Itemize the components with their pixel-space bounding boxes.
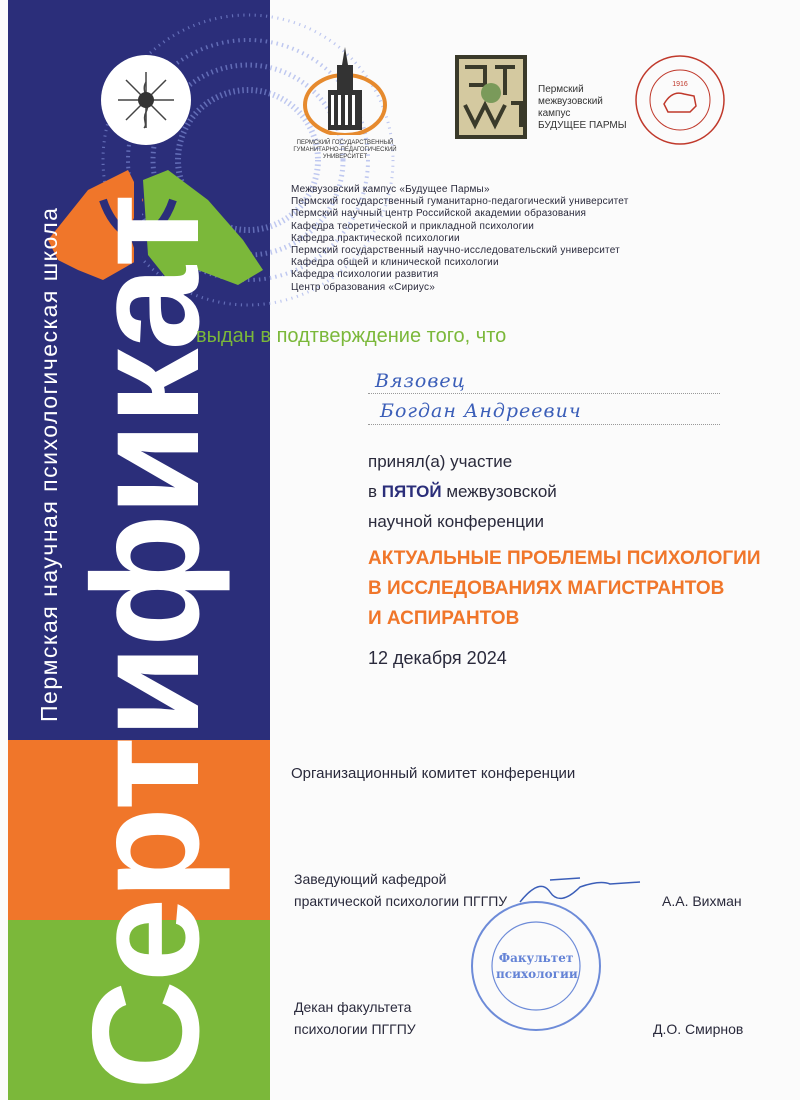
- stamp-center-text: Факультет психологии: [496, 951, 578, 981]
- organization-item: Пермский государственный научно-исследовательский университет: [291, 245, 620, 257]
- pggpu-caption: ПЕРМСКИЙ ГОСУДАРСТВЕННЫЙ ГУМАНИТАРНО-ПЕДАГОГИЧЕСКИЙ УНИВЕРСИТЕТ: [293, 140, 397, 160]
- psu-seal-icon: [632, 52, 728, 148]
- organization-item: Пермский государственный гуманитарно-педагогический университет: [291, 196, 629, 208]
- pggpu-building-icon: [290, 45, 400, 135]
- signatory-1-name: А.А. Вихман: [662, 893, 742, 909]
- psu-year: 1916: [672, 81, 688, 88]
- school-emblem: [96, 50, 196, 150]
- participation-line3: научной конференции: [368, 512, 545, 531]
- participation-line2: в ПЯТОЙ межвузовской: [368, 482, 557, 501]
- school-name: Пермская научная психологическая школа: [36, 206, 62, 722]
- organization-item: Кафедра практической психологии: [291, 232, 460, 244]
- committee-label: Организационный комитет конференции: [291, 765, 576, 782]
- dotted-line: [368, 424, 720, 425]
- psu-logo: [632, 52, 728, 153]
- organization-item: Кафедра психологии развития: [291, 269, 439, 281]
- signatory-2-name: Д.О. Смирнов: [653, 1021, 744, 1037]
- ordinal-highlight: ПЯТОЙ: [381, 482, 442, 501]
- signatory-2-role: Декан факультета психологии ПГГПУ: [294, 999, 416, 1037]
- certificate-title: Сертификат: [61, 195, 231, 1090]
- faculty-stamp: [466, 896, 606, 1041]
- organization-item: Центр образования «Сириус»: [291, 281, 435, 293]
- conference-title-line3: И АСПИРАНТОВ: [368, 608, 520, 629]
- organization-item: Кафедра теоретической и прикладной психологии: [291, 220, 535, 232]
- organizations-list: [291, 184, 629, 294]
- organization-item: Межвузовский кампус «Будущее Пармы»: [291, 184, 490, 195]
- signatory-1-role: Заведующий кафедрой практической психологии ПГГПУ: [294, 871, 508, 909]
- conference-title-line1: АКТУАЛЬНЫЕ ПРОБЛЕМЫ ПСИХОЛОГИИ: [368, 548, 761, 569]
- participation-line1: принял(а) участие: [368, 452, 513, 471]
- conference-title-line2: В ИССЛЕДОВАНИЯХ МАГИСТРАНТОВ: [368, 578, 725, 599]
- conference-date: 12 декабря 2024: [368, 648, 507, 668]
- parma-caption: Пермский межвузовский кампус БУДУЩЕЕ ПАРМЫ: [538, 84, 627, 131]
- parma-logo: [455, 55, 527, 144]
- certificate-banner: [8, 0, 270, 1100]
- dotted-line: [368, 393, 720, 394]
- issued-statement: выдан в подтверждение того, что: [196, 325, 507, 347]
- recipient-name: Богдан Андреевич: [380, 400, 582, 422]
- organization-item: Кафедра общей и клинической психологии: [291, 257, 499, 269]
- recipient-surname: Вязовец: [375, 370, 466, 392]
- organization-item: Пермский научный центр Российской академии образования: [291, 208, 587, 220]
- parma-icon: [455, 55, 527, 139]
- pggpu-logo: [290, 45, 400, 161]
